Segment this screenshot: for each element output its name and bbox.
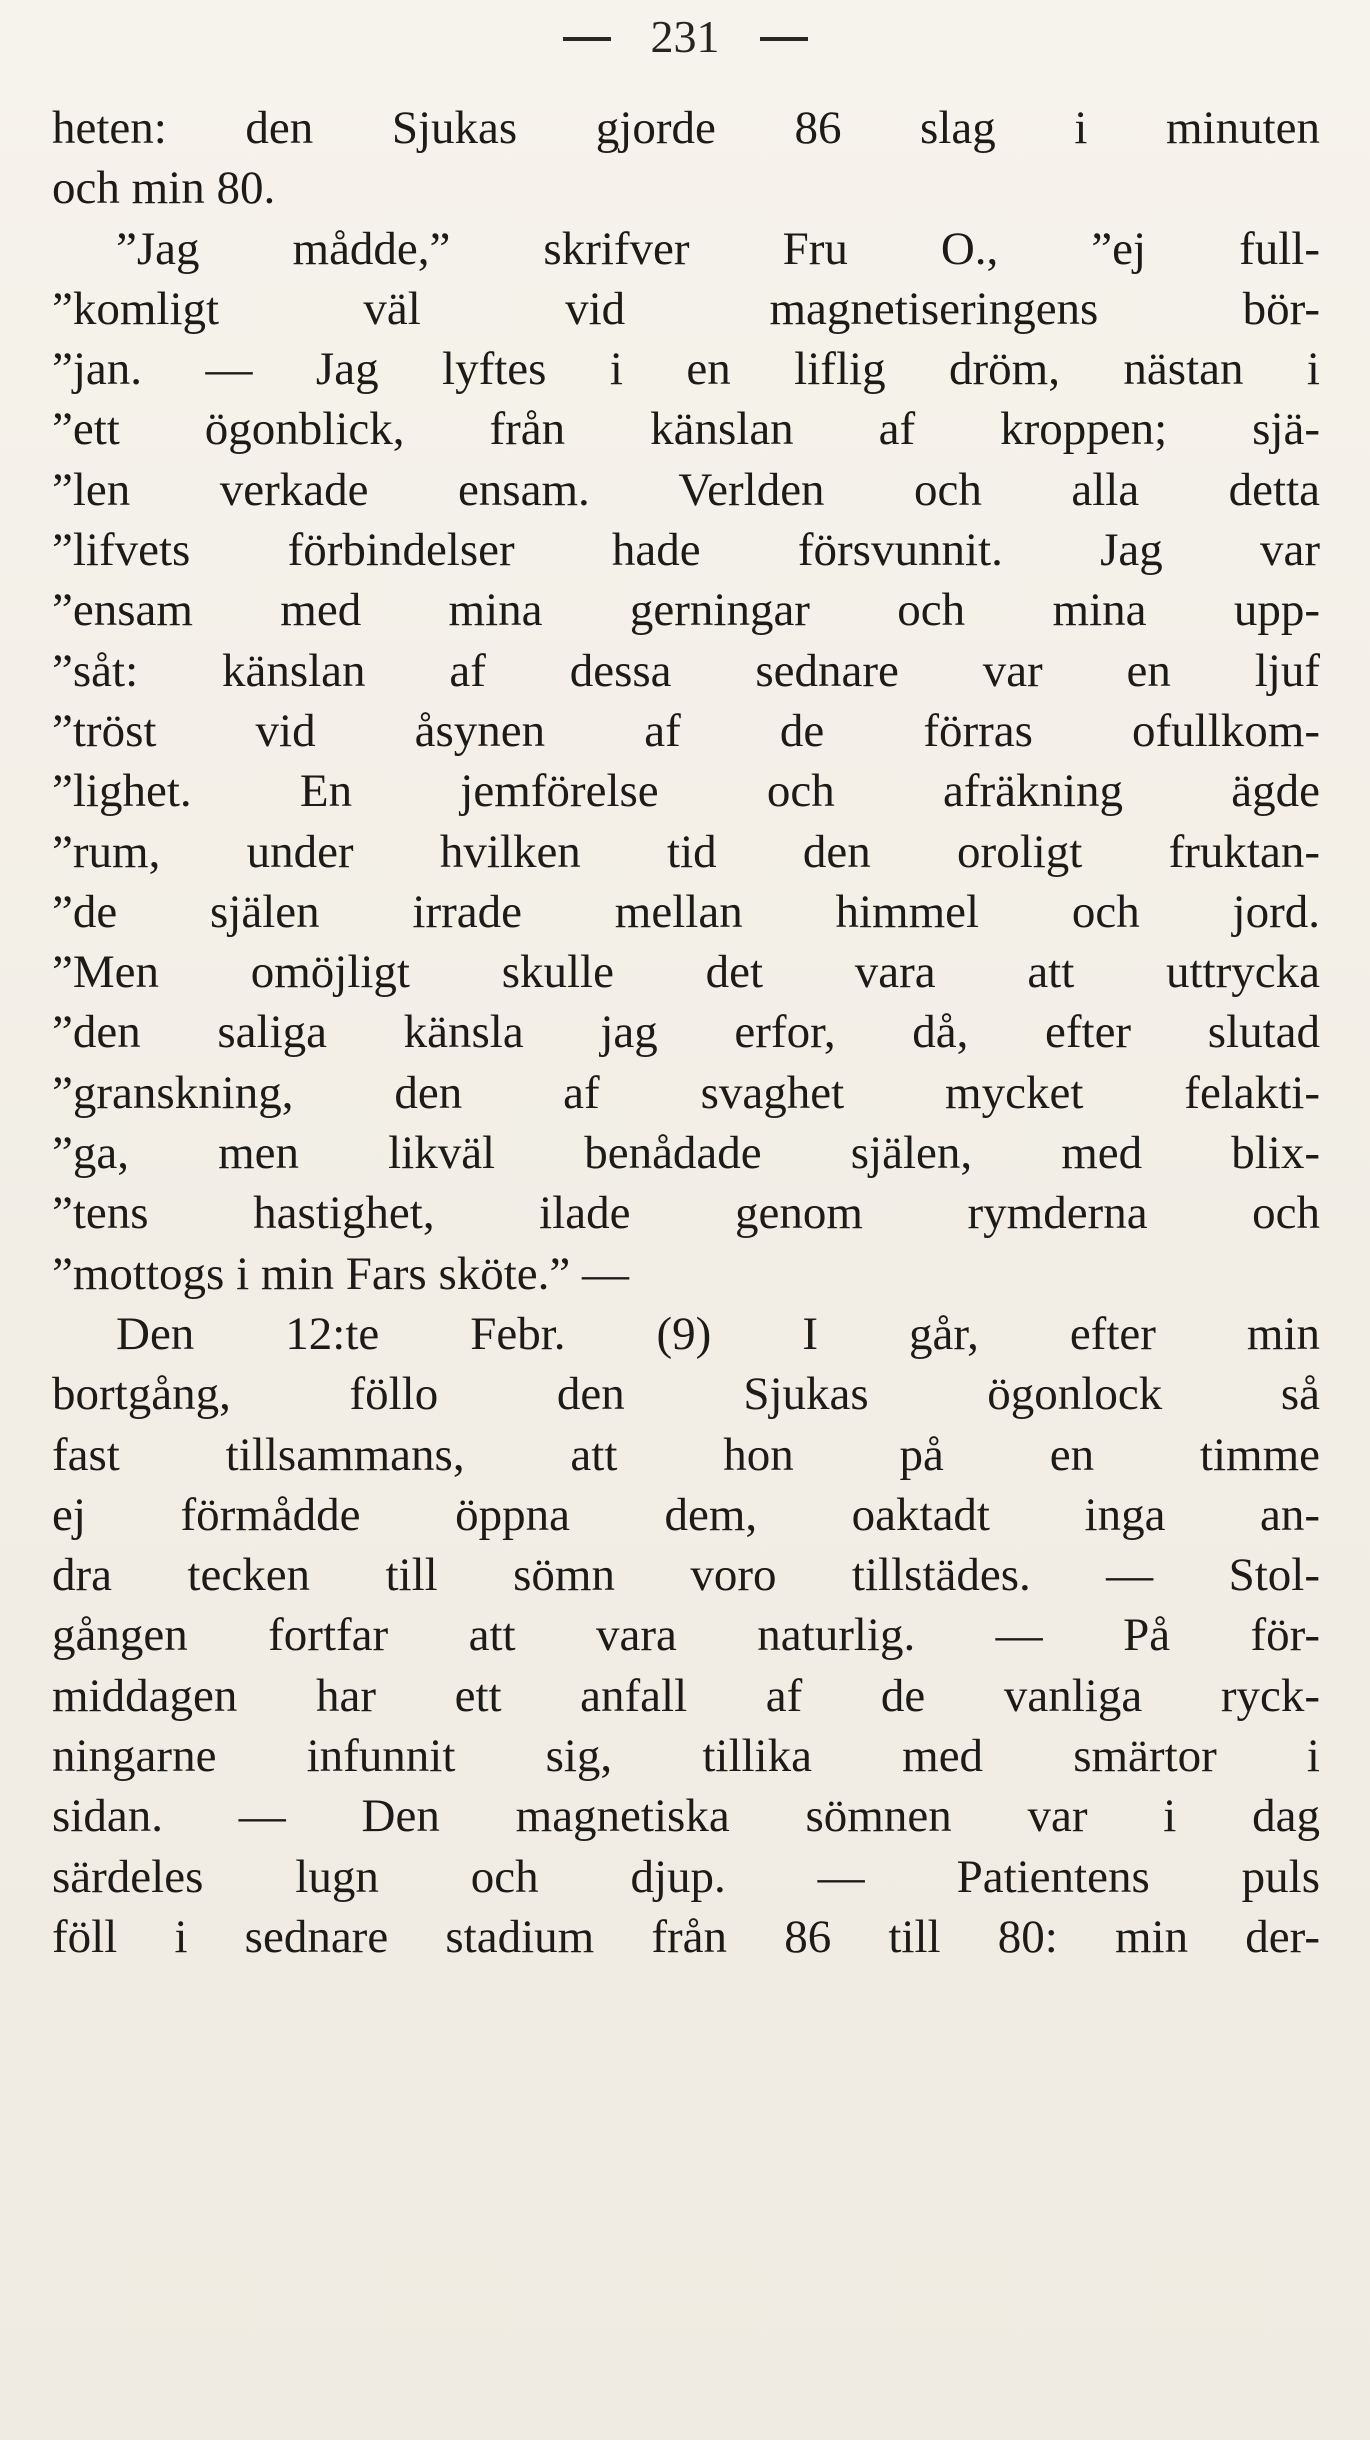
text-line: föll i sednare stadium från 86 till 80: min der- [52, 1910, 1320, 1963]
text-line: ”lighet. En jemförelse och afräkning ägde [52, 765, 1320, 818]
text-line: ”ensam med mina gerningar och mina upp- [52, 584, 1320, 637]
text-line: bortgång, föllo den Sjukas ögonlock så [52, 1368, 1320, 1421]
text-line: Den 12:te Febr. (9) I går, efter min [116, 1307, 1320, 1360]
text-line: ”len verkade ensam. Verlden och alla detta [52, 463, 1320, 516]
text-line: ”lifvets förbindelser hade försvunnit. Jag var [52, 524, 1320, 577]
text-line: sidan. — Den magnetiska sömnen var i dag [52, 1790, 1320, 1843]
text-line: ”granskning, den af svaghet mycket felakti- [52, 1066, 1320, 1119]
text-line: ”ga, men likväl benådade själen, med blix- [52, 1127, 1320, 1180]
text-line: ”mottogs i min Fars sköte.” — [52, 1247, 630, 1300]
header-dash-right [760, 37, 808, 41]
text-line: och min 80. [52, 162, 276, 215]
text-line: ”den saliga känsla jag erfor, då, efter slutad [52, 1006, 1320, 1059]
text-line: dra tecken till sömn voro tillstädes. — Stol- [52, 1549, 1320, 1602]
text-line: ”rum, under hvilken tid den oroligt fruktan- [52, 825, 1320, 878]
text-line: ”tens hastighet, ilade genom rymderna och [52, 1187, 1320, 1240]
text-line: särdeles lugn och djup. — Patientens puls [52, 1850, 1320, 1903]
text-line: heten: den Sjukas gjorde 86 slag i minuten [52, 102, 1320, 154]
text-line: ”komligt väl vid magnetiseringens bör- [52, 282, 1320, 335]
page-number: 231 [650, 10, 720, 62]
page-header [0, 8, 1370, 64]
body-text [52, 98, 1320, 1967]
text-line: ”de själen irrade mellan himmel och jord. [52, 885, 1320, 938]
text-line: ”jan. — Jag lyftes i en liflig dröm, nästan i [52, 343, 1320, 396]
text-line: ”ett ögonblick, från känslan af kroppen; sjä- [52, 403, 1320, 456]
text-line: ”såt: känslan af dessa sednare var en ljuf [52, 644, 1320, 697]
text-line: ”Jag mådde,” skrifver Fru O., ”ej full- [116, 222, 1320, 275]
text-line: fast tillsammans, att hon på en timme [52, 1428, 1320, 1481]
text-line: ej förmådde öppna dem, oaktadt inga an- [52, 1488, 1320, 1541]
header-dash-left [563, 37, 611, 41]
text-line: middagen har ett anfall af de vanliga ryck- [52, 1669, 1320, 1722]
text-line: ningarne infunnit sig, tillika med smärtor i [52, 1730, 1320, 1783]
text-line: gången fortfar att vara naturlig. — På för- [52, 1609, 1320, 1662]
text-line: ”Men omöjligt skulle det vara att uttrycka [52, 946, 1320, 999]
text-line: ”tröst vid åsynen af de förras ofullkom- [52, 704, 1320, 757]
